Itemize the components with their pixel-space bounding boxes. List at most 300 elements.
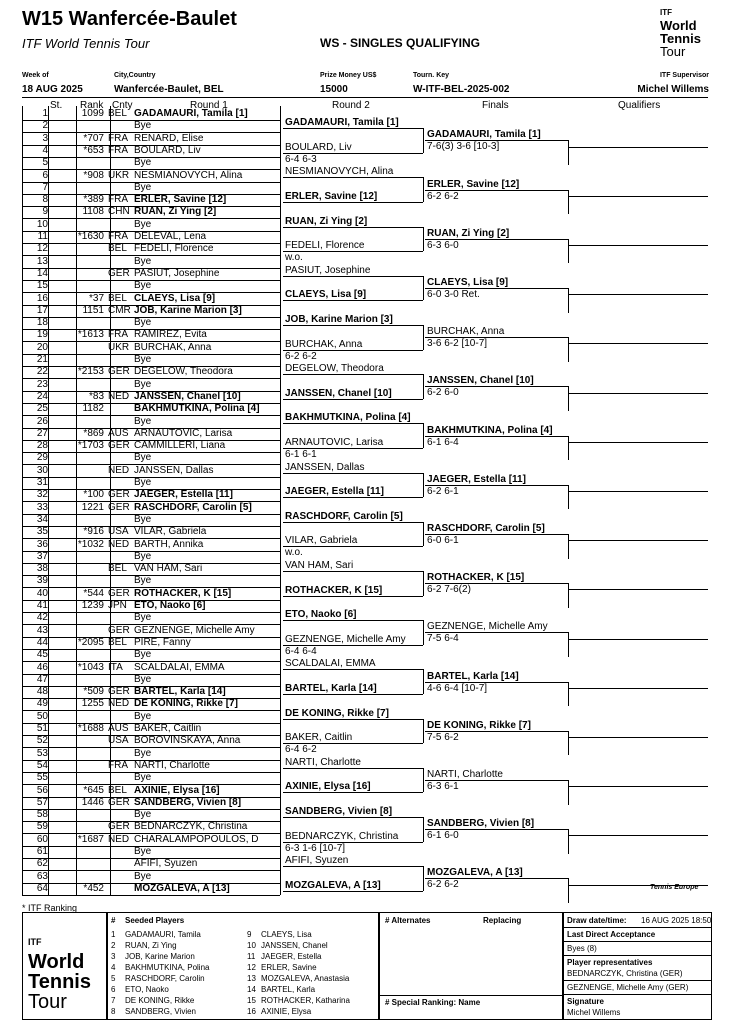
round2-score: 6-4 6-2	[285, 744, 317, 756]
col-finals: Finals	[482, 100, 509, 111]
draw-row	[22, 293, 280, 305]
draw-position: 13	[36, 255, 48, 267]
draw-row	[22, 563, 280, 575]
round2-player-name: BURCHAK, Anna	[285, 338, 363, 350]
draw-player-name: BAKHMUTKINA, Polina [4]	[134, 403, 260, 415]
round2-score: w.o.	[285, 252, 303, 264]
draw-row	[22, 452, 280, 464]
round2-player-name: SCALDALAI, EMMA	[285, 658, 376, 670]
supervisor-value: Michel Willems	[637, 84, 709, 95]
finals-score: 6-3 6-0	[427, 239, 459, 251]
key-label: Tourn. Key	[413, 72, 450, 79]
draw-position: 49	[36, 698, 48, 710]
draw-country: USA	[108, 526, 129, 538]
draw-column-rule	[48, 106, 49, 895]
round2-line	[283, 719, 423, 720]
draw-position: 61	[36, 846, 48, 857]
draw-position: 31	[36, 477, 48, 488]
draw-position: 22	[36, 366, 48, 378]
draw-position: 4	[42, 144, 48, 156]
col-st: St.	[50, 100, 63, 111]
draw-player-name: JANSSEN, Dallas	[134, 464, 214, 476]
finals-score: 6-2 6-2	[427, 190, 459, 202]
draw-country: GER	[108, 267, 130, 279]
draw-rank: *1687	[77, 833, 104, 845]
city-value: Wanfercée-Baulet, BEL	[114, 84, 224, 95]
finals-player-name: ROTHACKER, K [15]	[427, 572, 525, 584]
draw-player-name: Bye	[134, 415, 152, 427]
seeded-number: 14	[247, 985, 256, 994]
draw-country: GER	[108, 501, 130, 513]
draw-position: 38	[36, 563, 48, 575]
col-qualifiers: Qualifiers	[618, 100, 661, 111]
week-label: Week of	[22, 72, 49, 79]
round2-line	[283, 202, 423, 203]
draw-player-name: Bye	[134, 870, 152, 882]
finals-connector	[568, 780, 569, 805]
draw-position: 56	[36, 784, 48, 796]
officials-divider	[563, 994, 711, 995]
draw-row	[22, 428, 280, 440]
qualifier-line	[568, 786, 708, 787]
round2-player-name: JAEGER, Estella [11]	[285, 486, 384, 498]
finals-player-name: MOZGALEVA, A [13]	[427, 867, 523, 879]
round2-line	[283, 891, 423, 892]
round2-connector	[423, 374, 424, 399]
round2-line	[283, 227, 423, 228]
round2-player-name: JANSSEN, Dallas	[285, 461, 365, 473]
special-divider	[379, 995, 563, 996]
draw-rank: *707	[83, 132, 104, 144]
finals-connector	[568, 534, 569, 559]
draw-player-name: Bye	[134, 280, 152, 292]
draw-player-name: Bye	[134, 575, 152, 587]
draw-row	[22, 674, 280, 686]
draw-country: BEL	[108, 563, 127, 575]
draw-row	[22, 883, 280, 895]
finals-score: 3-6 6-2 [10-7]	[427, 338, 488, 350]
round2-player-name: GEZNENGE, Michelle Amy	[285, 633, 406, 645]
officials-divider	[563, 941, 711, 942]
finals-player-name: RUAN, Zi Ying [2]	[427, 227, 510, 239]
draw-player-name: BAKER, Caitlin	[134, 723, 202, 734]
draw-country: GER	[108, 489, 130, 501]
officials-divider	[563, 927, 711, 928]
draw-position: 62	[36, 858, 48, 870]
special-ranking-label: # Special Ranking: Name	[385, 998, 481, 1007]
finals-connector	[568, 829, 569, 854]
round2-line	[283, 571, 423, 572]
draw-row	[22, 514, 280, 526]
draw-position: 1	[42, 108, 48, 119]
round2-player-name: ROTHACKER, K [15]	[285, 584, 383, 596]
round2-connector	[423, 817, 424, 842]
draw-player-name: FEDELI, Florence	[134, 243, 214, 255]
finals-score: 6-3 6-1	[427, 781, 459, 793]
round2-line	[283, 596, 423, 597]
draw-country: BEL	[108, 292, 127, 304]
finals-connector	[568, 731, 569, 756]
round2-score: 6-2 6-2	[285, 350, 317, 362]
draw-player-name: Bye	[134, 255, 152, 267]
round2-player-name: BAKER, Caitlin	[285, 732, 353, 744]
draw-rank: *509	[83, 686, 104, 698]
round2-line	[283, 399, 423, 400]
draw-position: 47	[36, 673, 48, 685]
draw-player-name: VILAR, Gabriela	[134, 526, 207, 538]
footer-logo-world: World	[28, 951, 85, 973]
lda-value: Byes (8)	[567, 944, 597, 953]
draw-player-name: VAN HAM, Sari	[134, 563, 203, 575]
round2-line	[283, 177, 423, 178]
draw-position: 10	[36, 218, 48, 230]
round2-connector	[423, 128, 424, 153]
finals-connector	[568, 239, 569, 264]
qualifier-line	[568, 835, 708, 836]
draw-player-name: DEGELOW, Theodora	[134, 366, 233, 378]
footer-itf-logo	[28, 932, 108, 1012]
seeded-player-name: JOB, Karine Marion	[125, 952, 195, 961]
draw-position: 41	[36, 600, 48, 611]
draw-row	[22, 821, 280, 833]
seeded-player-name: MOZGALEVA, Anastasia	[261, 974, 350, 983]
round2-player-name: BOULARD, Liv	[285, 141, 352, 153]
finals-player-name: DE KONING, Rikke [7]	[427, 719, 531, 731]
draw-country: FRA	[108, 231, 128, 242]
draw-column-rule	[110, 106, 111, 895]
finals-player-name: JAEGER, Estella [11]	[427, 473, 526, 485]
draw-position: 39	[36, 575, 48, 587]
draw-row	[22, 526, 280, 538]
draw-player-name: Bye	[134, 846, 152, 857]
draw-country: BEL	[108, 784, 127, 796]
round2-connector	[423, 325, 424, 350]
draw-rank: *1613	[77, 329, 104, 341]
draw-rank: *1043	[77, 661, 104, 673]
qualifier-line	[568, 737, 708, 738]
draw-rank: *2153	[77, 366, 104, 378]
footer-logo-itf: ITF	[28, 937, 42, 947]
draw-player-name: Bye	[134, 772, 152, 784]
round2-connector	[423, 719, 424, 744]
draw-row	[22, 231, 280, 243]
finals-score: 7-6(3) 3-6 [10-3]	[427, 141, 500, 153]
rep-1: BEDNARCZYK, Christina (GER)	[567, 969, 683, 978]
draw-position: 52	[36, 735, 48, 747]
seeded-player-name: GADAMAURI, Tamila	[125, 930, 201, 939]
draw-player-name: SCALDALAI, EMMA	[134, 661, 225, 673]
round2-score: 6-4 6-3	[285, 153, 317, 165]
draw-rank: *389	[83, 194, 104, 206]
reps-label: Player representatives	[567, 958, 653, 967]
seeded-number: 8	[111, 1007, 116, 1016]
draw-row	[22, 280, 280, 292]
draw-country: AUS	[108, 427, 129, 439]
draw-country: AUS	[108, 723, 129, 734]
draw-position: 25	[36, 403, 48, 415]
draw-position: 32	[36, 489, 48, 501]
draw-position: 45	[36, 649, 48, 661]
round2-line	[283, 300, 423, 301]
draw-date-value: 16 AUG 2025 18:50	[641, 916, 712, 925]
finals-score: 6-2 6-0	[427, 387, 459, 399]
draw-position: 16	[36, 292, 48, 304]
draw-position: 17	[36, 304, 48, 316]
finals-player-name: BAKHMUTKINA, Polina [4]	[427, 424, 553, 436]
round2-connector	[423, 669, 424, 694]
draw-position: 11	[37, 231, 48, 242]
draw-player-name: Bye	[134, 157, 152, 169]
finals-player-name: NARTI, Charlotte	[427, 769, 503, 781]
seeded-number: 6	[111, 985, 116, 994]
draw-rank: *653	[83, 144, 104, 156]
draw-country: BEL	[108, 243, 127, 255]
draw-row	[22, 465, 280, 477]
seeded-number: 11	[247, 952, 256, 961]
draw-row	[22, 809, 280, 821]
draw-player-name: DELEVAL, Lena	[134, 231, 207, 242]
draw-player-name: JANSSEN, Chanel [10]	[134, 390, 241, 402]
finals-player-name: BARTEL, Karla [14]	[427, 670, 519, 682]
draw-position: 57	[36, 796, 48, 808]
round2-player-name: SANDBERG, Vivien [8]	[285, 805, 393, 817]
draw-country: UKR	[108, 341, 130, 353]
draw-rank: 1446	[81, 796, 104, 808]
finals-score: 6-2 7-6(2)	[427, 584, 471, 596]
draw-rank: 1099	[81, 108, 104, 119]
draw-date-label: Draw date/time:	[567, 916, 627, 925]
finals-score: 6-1 6-4	[427, 436, 459, 448]
draw-position: 36	[36, 538, 48, 550]
finals-player-name: RASCHDORF, Carolin [5]	[427, 523, 545, 535]
draw-player-name: BURCHAK, Anna	[134, 341, 212, 353]
draw-country: NED	[108, 464, 130, 476]
draw-position: 42	[36, 612, 48, 624]
draw-row	[22, 637, 280, 649]
round2-connector	[423, 177, 424, 202]
draw-row	[22, 329, 280, 341]
draw-player-name: RAMIREZ, Evita	[134, 329, 207, 341]
footer-logo-tour: Tour	[28, 991, 67, 1013]
draw-position: 19	[36, 329, 48, 341]
round2-line	[283, 669, 423, 670]
round2-line	[283, 694, 423, 695]
ranking-footnote: * ITF Ranking	[22, 903, 78, 913]
round2-player-name: RUAN, Zi Ying [2]	[285, 215, 368, 227]
draw-position: 44	[36, 636, 48, 648]
round2-line	[283, 128, 423, 129]
draw-player-name: ETO, Naoko [6]	[134, 600, 206, 611]
draw-row	[22, 785, 280, 797]
draw-player-name: Bye	[134, 452, 152, 464]
draw-rank: *2095	[77, 636, 104, 648]
draw-country: GER	[108, 366, 130, 378]
round2-player-name: FEDELI, Florence	[285, 240, 365, 252]
round2-player-name: VAN HAM, Sari	[285, 559, 354, 571]
draw-position: 30	[36, 464, 48, 476]
draw-rank: 1255	[81, 698, 104, 710]
qualifier-line	[568, 196, 708, 197]
tournament-title: W15 Wanfercée-Baulet	[22, 8, 237, 30]
prize-value: 15000	[320, 84, 348, 95]
draw-country: BEL	[108, 108, 127, 119]
draw-row	[22, 723, 280, 735]
footer-logo-tennis: Tennis	[28, 971, 91, 993]
round2-player-name: NARTI, Charlotte	[285, 756, 361, 768]
signature-value: Michel Willems	[567, 1008, 621, 1017]
week-value: 18 AUG 2025	[22, 84, 83, 95]
finals-score: 6-1 6-0	[427, 830, 459, 842]
round2-player-name: PASIUT, Josephine	[285, 264, 371, 276]
finals-connector	[568, 632, 569, 657]
draw-player-name: BEDNARCZYK, Christina	[134, 821, 248, 833]
draw-country: NED	[108, 833, 130, 845]
city-label: City,Country	[114, 72, 156, 79]
qualifier-line	[568, 147, 708, 148]
draw-rank: *1703	[77, 440, 104, 452]
supervisor-label: ITF Supervisor	[659, 72, 709, 79]
draw-position: 14	[36, 267, 48, 279]
draw-row	[22, 440, 280, 452]
draw-position: 43	[36, 624, 48, 636]
round2-line	[283, 251, 423, 252]
draw-row	[22, 489, 280, 501]
finals-connector	[568, 436, 569, 461]
draw-country: BEL	[108, 636, 127, 648]
draw-player-name: MOZGALEVA, A [13]	[134, 882, 230, 894]
replacing-label: Replacing	[483, 916, 522, 925]
qualifier-line	[568, 245, 708, 246]
draw-player-name: PASIUT, Josephine	[134, 267, 220, 279]
round2-connector	[423, 227, 424, 252]
lda-label: Last Direct Acceptance	[567, 930, 656, 939]
seeded-player-name: ERLER, Savine	[261, 963, 317, 972]
draw-row-rule	[22, 895, 280, 896]
seeded-box	[106, 912, 380, 1020]
finals-player-name: GEZNENGE, Michelle Amy	[427, 621, 548, 633]
draw-player-name: GEZNENGE, Michelle Amy	[134, 624, 255, 636]
draw-row	[22, 588, 280, 600]
draw-player-name: Bye	[134, 550, 152, 562]
draw-rank: *869	[83, 427, 104, 439]
draw-player-name: DE KONING, Rikke [7]	[134, 698, 238, 710]
round2-connector	[423, 768, 424, 793]
draw-rank: 1151	[82, 304, 104, 316]
draw-player-name: BOROVINSKAYA, Anna	[134, 735, 241, 747]
draw-player-name: NARTI, Charlotte	[134, 759, 210, 771]
draw-row	[22, 391, 280, 403]
draw-position: 58	[36, 809, 48, 821]
draw-column-rule	[22, 106, 23, 895]
draw-row	[22, 157, 280, 169]
seeded-player-name: ETO, Naoko	[125, 985, 169, 994]
draw-position: 54	[36, 759, 48, 771]
draw-position: 46	[36, 661, 48, 673]
draw-position: 60	[36, 833, 48, 845]
seeded-player-name: JANSSEN, Chanel	[261, 941, 328, 950]
draw-position: 29	[36, 452, 48, 464]
finals-score: 6-2 6-2	[427, 879, 459, 891]
finals-player-name: BURCHAK, Anna	[427, 326, 505, 338]
officials-divider	[563, 955, 711, 956]
draw-rank: *544	[83, 587, 104, 599]
draw-position: 15	[36, 280, 48, 292]
draw-row	[22, 797, 280, 809]
draw-player-name: ROTHACKER, K [15]	[134, 587, 232, 599]
draw-country: GER	[108, 686, 130, 698]
round2-player-name: ARNAUTOVIC, Larisa	[285, 436, 384, 448]
seeded-number: 2	[111, 941, 116, 950]
draw-rank: *100	[83, 489, 104, 501]
draw-position: 3	[42, 132, 48, 144]
draw-row	[22, 625, 280, 637]
finals-score: 7-5 6-4	[427, 633, 459, 645]
draw-position: 7	[42, 181, 48, 193]
draw-position: 40	[36, 587, 48, 599]
draw-rank: *37	[88, 292, 104, 304]
draw-rank: *908	[83, 169, 104, 181]
draw-player-name: BARTEL, Karla [14]	[134, 686, 226, 698]
draw-position: 24	[36, 390, 48, 402]
draw-row	[22, 120, 280, 132]
round2-player-name: DE KONING, Rikke [7]	[285, 707, 389, 719]
finals-score: 4-6 6-4 [10-7]	[427, 682, 488, 694]
round2-connector	[423, 473, 424, 498]
draw-country: FRA	[108, 329, 128, 341]
round2-line	[283, 546, 423, 547]
draw-position: 34	[36, 513, 48, 525]
signature-label: Signature	[567, 997, 604, 1006]
draw-player-name: Bye	[134, 673, 152, 685]
draw-position: 63	[36, 870, 48, 882]
draw-row	[22, 612, 280, 624]
draw-row	[22, 145, 280, 157]
qualifier-line	[568, 294, 708, 295]
draw-country: ITA	[108, 661, 123, 673]
round2-line	[283, 325, 423, 326]
draw-player-name: Bye	[134, 218, 152, 230]
seeded-number: 9	[247, 930, 252, 939]
seeded-player-name: AXINIE, Elysa	[261, 1007, 312, 1016]
draw-row	[22, 133, 280, 145]
finals-player-name: JANSSEN, Chanel [10]	[427, 375, 534, 387]
seeded-player-name: BAKHMUTKINA, Polina	[125, 963, 210, 972]
finals-connector	[568, 583, 569, 608]
draw-position: 18	[36, 317, 48, 329]
draw-player-name: AFIFI, Syuzen	[134, 858, 198, 870]
qualifier-line	[568, 688, 708, 689]
round2-line	[283, 522, 423, 523]
draw-position: 26	[36, 415, 48, 427]
draw-position: 64	[36, 882, 48, 894]
col-rank: Rank	[80, 100, 104, 111]
draw-country: CHN	[108, 206, 130, 218]
round2-line	[283, 817, 423, 818]
draw-country: GER	[108, 821, 130, 833]
draw-position: 5	[42, 157, 48, 169]
round2-player-name: BARTEL, Karla [14]	[285, 682, 377, 694]
draw-position: 9	[42, 206, 48, 218]
draw-player-name: SANDBERG, Vivien [8]	[134, 796, 242, 808]
draw-rank: 1221	[81, 501, 104, 513]
draw-country: FRA	[108, 194, 128, 206]
round2-score: w.o.	[285, 547, 303, 559]
finals-score: 6-2 6-1	[427, 485, 459, 497]
draw-country: UKR	[108, 169, 130, 181]
draw-rank: *645	[83, 784, 104, 796]
alternates-label: # Alternates	[385, 916, 431, 925]
round2-player-name: CLAEYS, Lisa [9]	[285, 289, 367, 301]
